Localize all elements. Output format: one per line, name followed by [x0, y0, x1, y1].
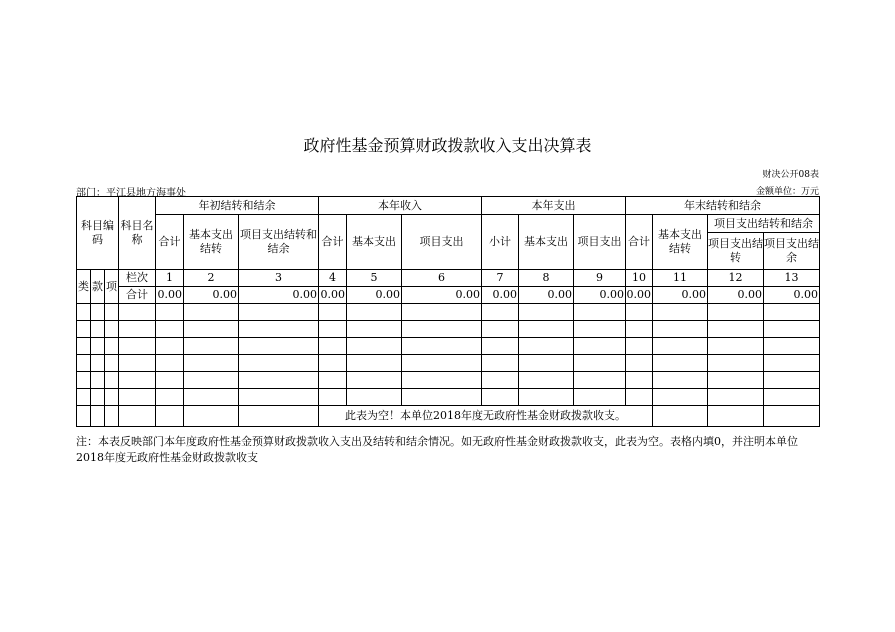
table-row	[77, 355, 820, 372]
subject-code-header: 科目编码	[77, 197, 119, 270]
table-row	[77, 372, 820, 389]
total-value: 0.00	[319, 287, 347, 304]
footnote: 注：本表反映部门本年度政府性基金预算财政拨款收入支出及结转和结余情况。如无政府性基金财政拨款收支，此表为空。表格内填0，并注明本单位2018年度无政府性基金财政拨款收支	[76, 435, 798, 464]
department-label: 部门：平江县地方海事处	[76, 188, 186, 199]
column-index-row	[77, 270, 820, 287]
total-value: 0.00	[626, 287, 653, 304]
begin-group-header: 年初结转和结余	[156, 197, 319, 215]
table-row	[77, 338, 820, 355]
header-row-1	[77, 197, 820, 215]
table-row	[77, 389, 820, 406]
column-number: 4	[319, 270, 347, 287]
end-group-header: 年末结转和结余	[626, 197, 820, 215]
column-number: 2	[184, 270, 239, 287]
section-header: 款	[91, 270, 105, 304]
total-value: 0.00	[574, 287, 626, 304]
income-basic-header: 基本支出	[347, 215, 402, 270]
total-value: 0.00	[402, 287, 482, 304]
income-group-header: 本年收入	[319, 197, 482, 215]
column-number: 12	[708, 270, 764, 287]
form-code: 财决公开08表	[762, 170, 819, 180]
end-total-header: 合计	[626, 215, 653, 270]
total-value: 0.00	[764, 287, 820, 304]
end-basic-header: 基本支出结转	[653, 215, 708, 270]
column-number: 5	[347, 270, 402, 287]
page-title: 政府性基金预算财政拨款收入支出决算表	[303, 136, 592, 155]
total-value: 0.00	[347, 287, 402, 304]
expense-subtotal-header: 小计	[482, 215, 519, 270]
total-value: 0.00	[482, 287, 519, 304]
begin-project-header: 项目支出结转和结余	[239, 215, 319, 270]
column-number: 3	[239, 270, 319, 287]
unit-label: 金额单位：万元	[755, 187, 819, 197]
end-project-group-header: 项目支出结转和结余	[708, 215, 820, 233]
table-row	[77, 321, 820, 338]
total-value: 0.00	[239, 287, 319, 304]
column-index-label: 栏次	[119, 270, 156, 287]
table-row	[77, 304, 820, 321]
expense-basic-header: 基本支出	[519, 215, 574, 270]
income-total-header: 合计	[319, 215, 347, 270]
column-number: 11	[653, 270, 708, 287]
end-project-surplus-header: 项目支出结余	[764, 233, 820, 270]
column-number: 13	[764, 270, 820, 287]
total-value: 0.00	[708, 287, 764, 304]
column-number: 6	[402, 270, 482, 287]
begin-total-header: 合计	[156, 215, 184, 270]
income-project-header: 项目支出	[402, 215, 482, 270]
total-value: 0.00	[519, 287, 574, 304]
column-number: 9	[574, 270, 626, 287]
total-label: 合计	[119, 287, 156, 304]
expense-project-header: 项目支出	[574, 215, 626, 270]
item-header: 项	[105, 270, 119, 304]
class-header: 类	[77, 270, 91, 304]
empty-note-row	[77, 406, 820, 427]
end-project-carry-header: 项目支出结转	[708, 233, 764, 270]
subject-name-header: 科目名称	[119, 197, 156, 270]
column-number: 1	[156, 270, 184, 287]
total-value: 0.00	[184, 287, 239, 304]
column-number: 8	[519, 270, 574, 287]
column-number: 10	[626, 270, 653, 287]
column-number: 7	[482, 270, 519, 287]
budget-table	[76, 196, 820, 427]
total-value: 0.00	[653, 287, 708, 304]
expense-group-header: 本年支出	[482, 197, 626, 215]
empty-note: 此表为空！本单位2018年度无政府性基金财政拨款收支。	[319, 406, 653, 427]
header-row-2	[77, 215, 820, 233]
total-row	[77, 287, 820, 304]
begin-basic-header: 基本支出结转	[184, 215, 239, 270]
total-value: 0.00	[156, 287, 184, 304]
